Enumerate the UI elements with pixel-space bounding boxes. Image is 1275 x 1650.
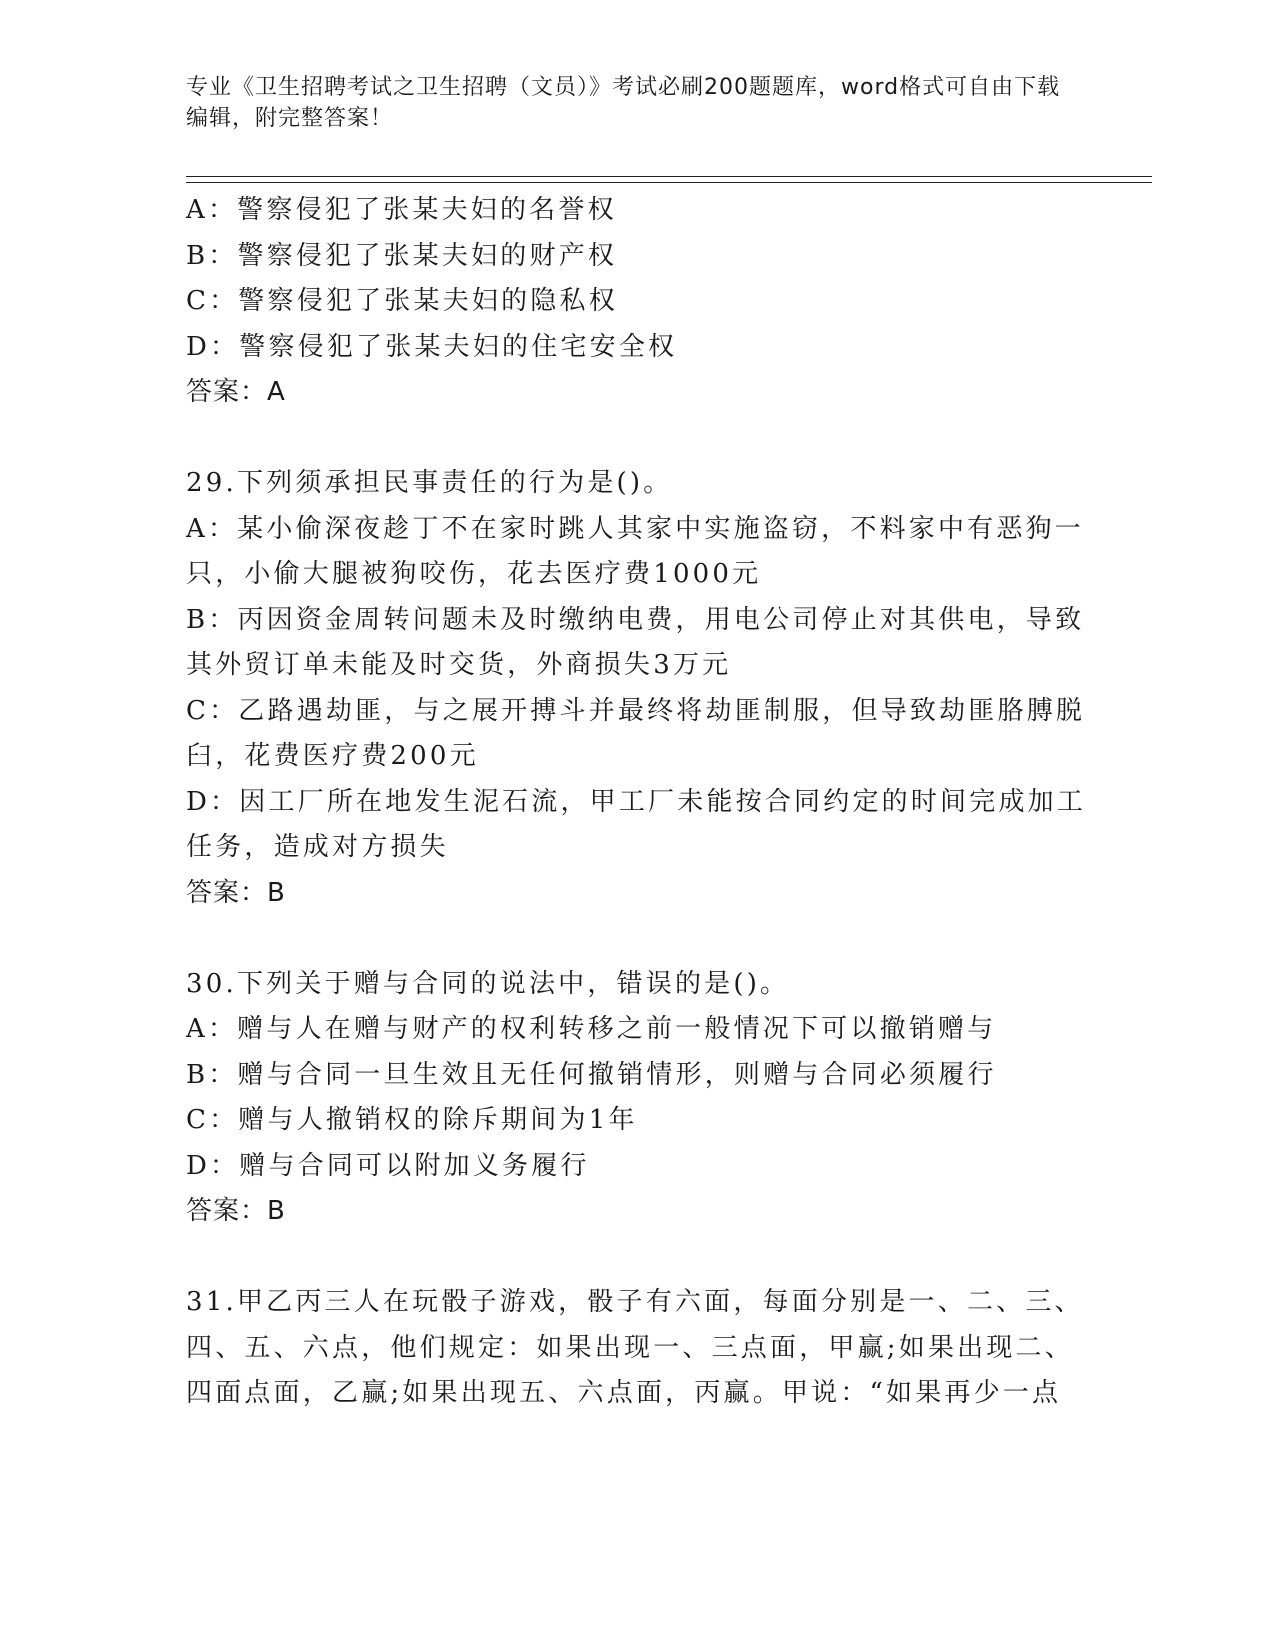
spacer bbox=[186, 916, 1066, 962]
option-a: A：警察侵犯了张某夫妇的名誉权 bbox=[186, 195, 617, 225]
option-c-line-2: 臼，花费医疗费200元 bbox=[186, 741, 479, 771]
answer: 答案：A bbox=[186, 377, 286, 407]
option-d: D：警察侵犯了张某夫妇的住宅安全权 bbox=[186, 331, 678, 362]
question-stem-line-3: 四面点面，乙赢;如果出现五、六点面，丙赢。甲说：“如果再少一点 bbox=[186, 1378, 1062, 1408]
question-stem: 30.下列关于赠与合同的说法中，错误的是()。 bbox=[186, 968, 790, 999]
spacer bbox=[186, 1235, 1066, 1281]
option-d: D：赠与合同可以附加义务履行 bbox=[186, 1150, 590, 1181]
answer: 答案：B bbox=[186, 877, 286, 908]
option-c: C：赠与人撤销权的除斥期间为1年 bbox=[186, 1105, 638, 1135]
answer: 答案：B bbox=[186, 1196, 286, 1226]
question-stem-line-1: 31.甲乙丙三人在玩骰子游戏，骰子有六面，每面分别是一、二、三、 bbox=[186, 1287, 1084, 1317]
document-body bbox=[186, 188, 1087, 1417]
header-divider-bottom bbox=[186, 182, 1152, 183]
question-stem-line-2: 四、五、六点，他们规定：如果出现一、三点面，甲赢;如果出现二、 bbox=[186, 1332, 1074, 1363]
option-b-line-1: B：丙因资金周转问题未及时缴纳电费，用电公司停止对其供电，导致 bbox=[186, 604, 1085, 635]
option-b: B：警察侵犯了张某夫妇的财产权 bbox=[186, 240, 618, 271]
option-b: B：赠与合同一旦生效且无任何撤销情形，则赠与合同必须履行 bbox=[186, 1059, 997, 1090]
option-a-line-1: A：某小偷深夜趁丁不在家时跳人其家中实施盗窃，不料家中有恶狗一 bbox=[186, 513, 1084, 544]
question-30 bbox=[186, 962, 1066, 1235]
question-28 bbox=[186, 188, 1066, 416]
question-31 bbox=[186, 1280, 1084, 1417]
option-d-line-2: 任务，造成对方损失 bbox=[186, 832, 449, 862]
question-stem: 29.下列须承担民事责任的行为是()。 bbox=[186, 468, 673, 498]
option-c: C：警察侵犯了张某夫妇的隐私权 bbox=[186, 286, 618, 316]
option-d-line-1: D：因工厂所在地发生泥石流，甲工厂未能按合同约定的时间完成加工 bbox=[186, 786, 1087, 817]
option-a: A：赠与人在赠与财产的权利转移之前一般情况下可以撤销赠与 bbox=[186, 1014, 997, 1044]
header-divider-top bbox=[186, 176, 1152, 177]
option-b-line-2: 其外贸订单未能及时交货，外商损失3万元 bbox=[186, 650, 732, 680]
option-c-line-1: C：乙路遇劫匪，与之展开搏斗并最终将劫匪制服，但导致劫匪胳膊脱 bbox=[186, 695, 1086, 726]
option-a-line-2: 只，小偷大腿被狗咬伤，花去医疗费1000元 bbox=[186, 559, 762, 589]
document-header: 专业《卫生招聘考试之卫生招聘（文员）》考试必刷200题题库，word格式可自由下载编辑，附完整答案！ bbox=[186, 75, 1061, 131]
spacer bbox=[186, 416, 1066, 462]
question-29 bbox=[186, 461, 1087, 916]
